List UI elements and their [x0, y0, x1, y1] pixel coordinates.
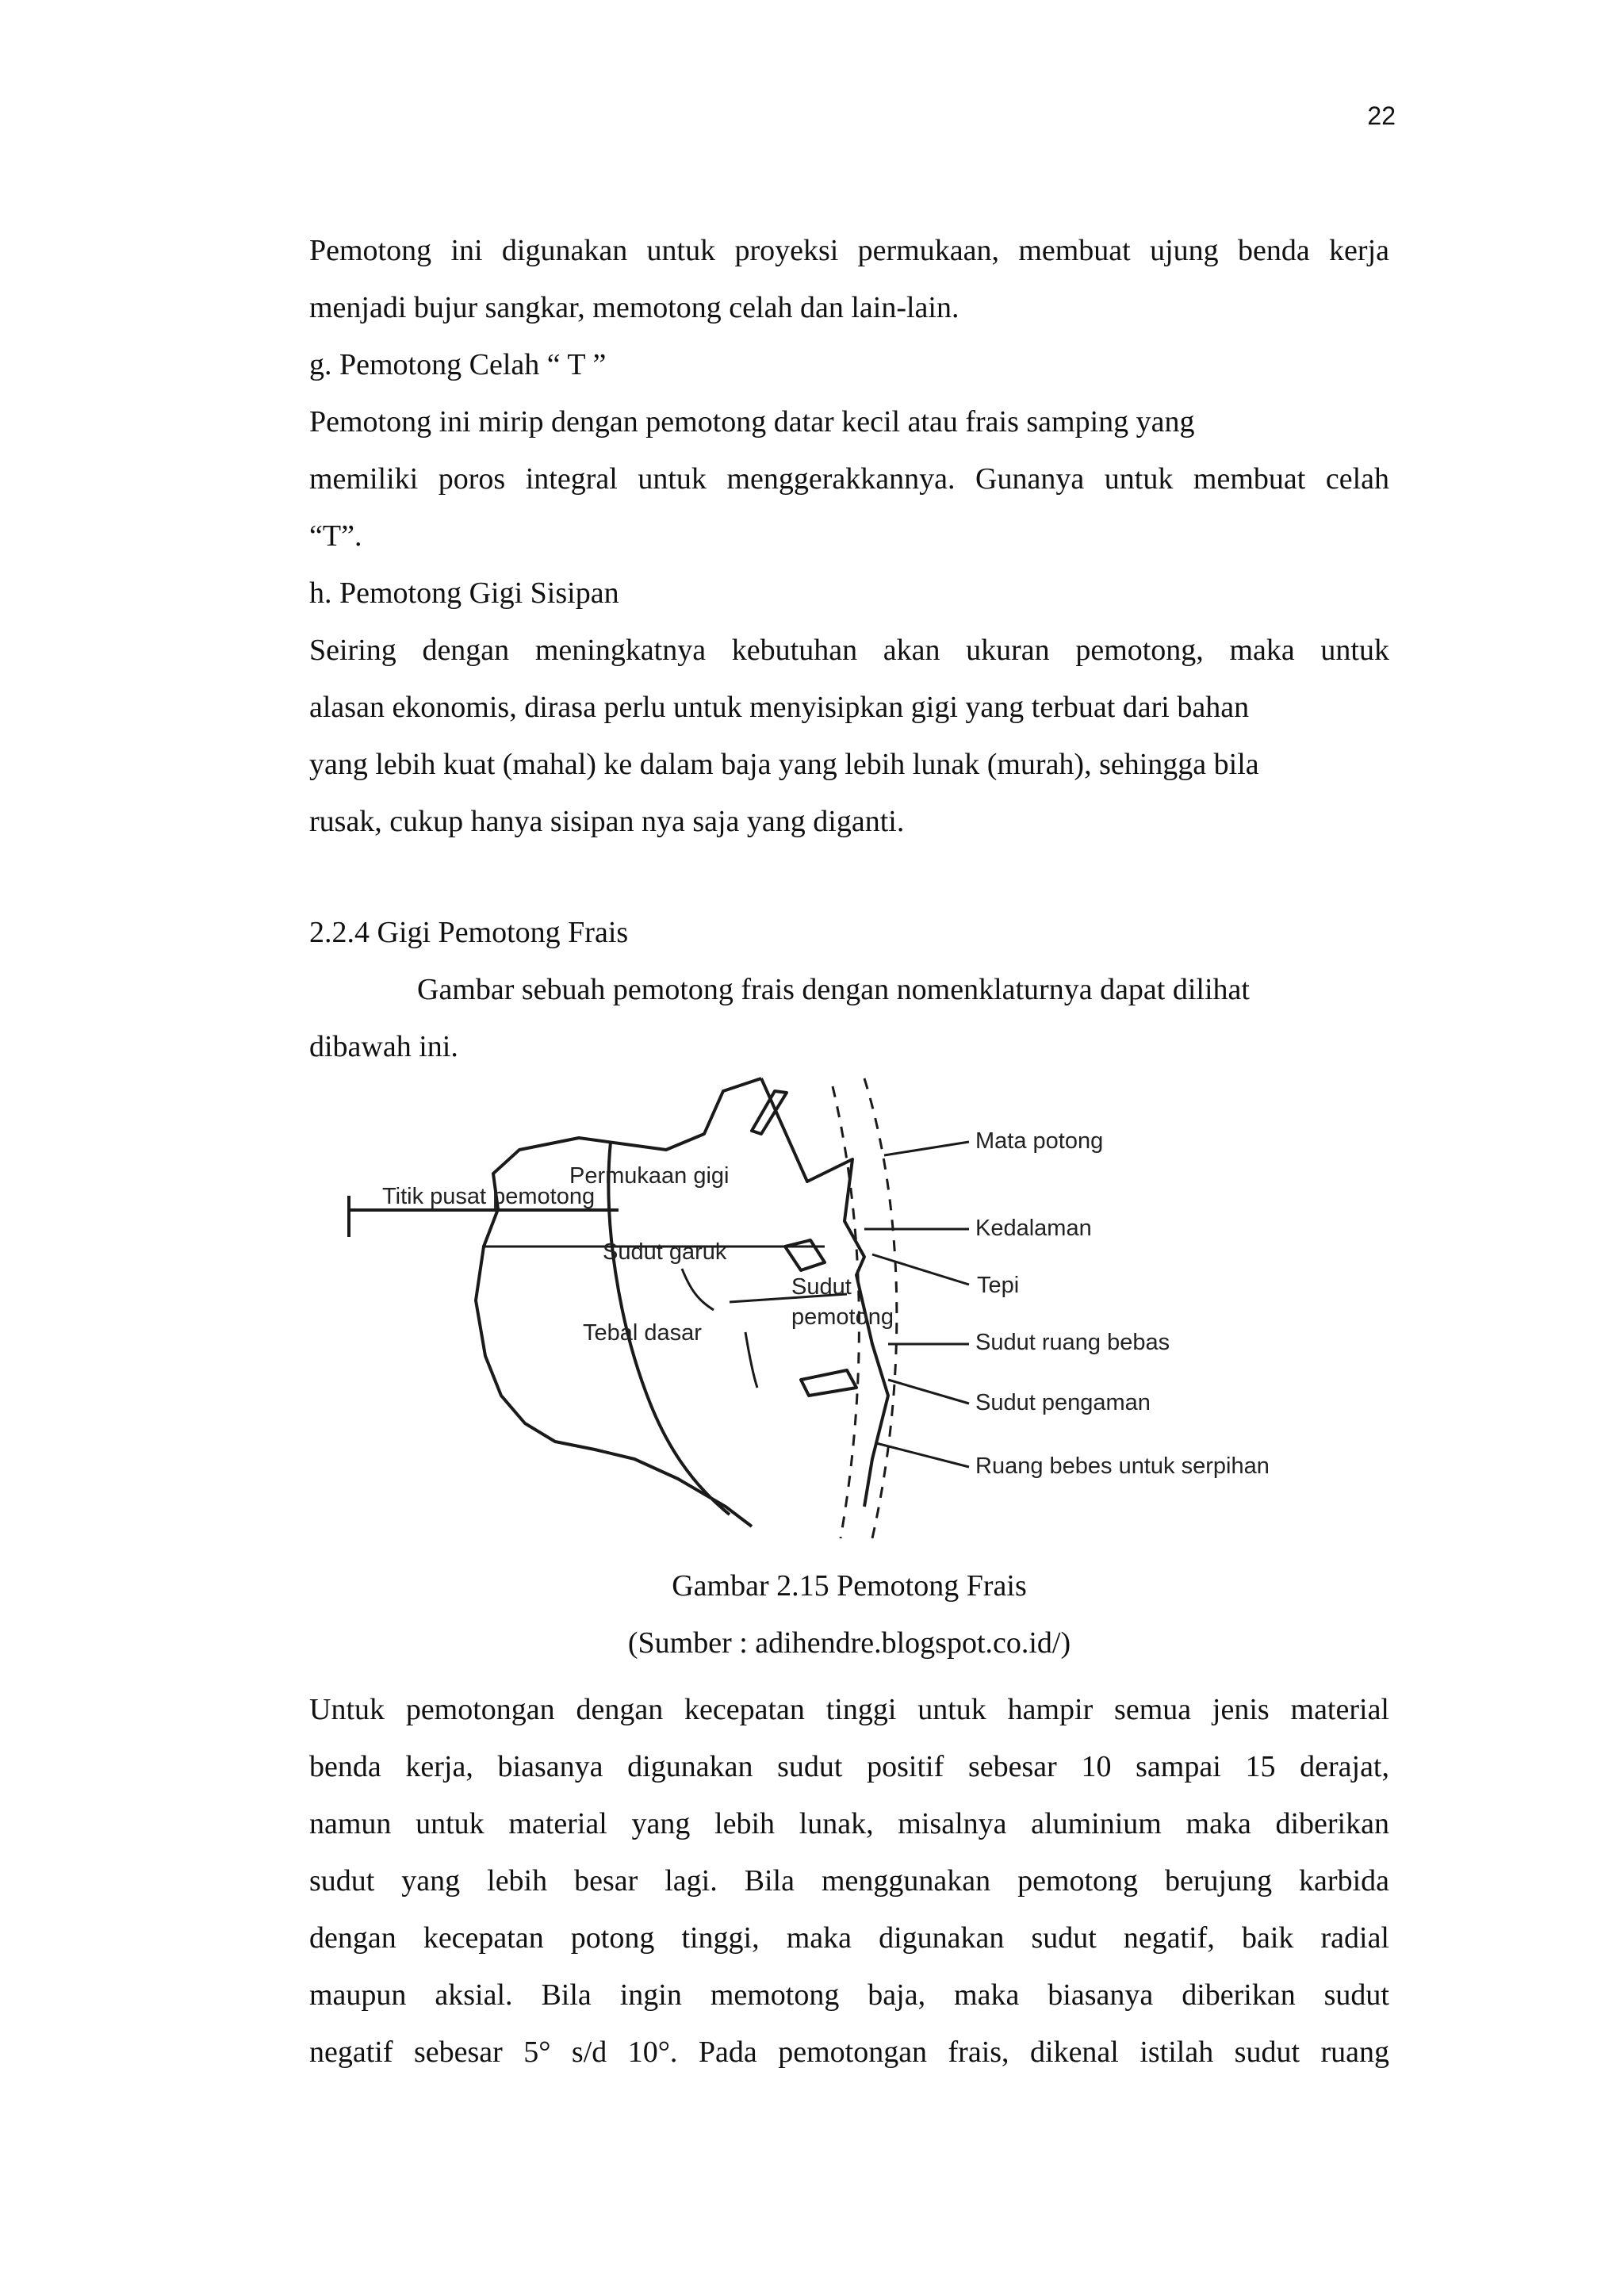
subheading-h: h. Pemotong Gigi Sisipan — [309, 576, 619, 610]
label-kedalaman: Kedalaman — [975, 1216, 1092, 1241]
page-number: 22 — [1367, 101, 1396, 130]
tooth-insert — [801, 1370, 856, 1396]
label-sudut-pengaman: Sudut pengaman — [975, 1390, 1151, 1415]
section-heading: 2.2.4 Gigi Pemotong Frais — [309, 916, 629, 949]
leader-line — [872, 1254, 969, 1285]
section-intro: Gambar sebuah pemotong frais dengan nomenklaturnya dapat dilihat — [417, 973, 1250, 1006]
angle-arc — [745, 1332, 757, 1388]
paragraph-line: benda kerja, biasanya digunakan sudut positif sebesar 10 sampai 15 derajat, — [309, 1750, 1389, 1783]
label-tebal-dasar: Tebal dasar — [583, 1320, 702, 1346]
paragraph-line: menjadi bujur sangkar, memotong celah dan lain-lain. — [309, 291, 959, 324]
section-intro: dibawah ini. — [309, 1030, 458, 1063]
paragraph-line: negatif sebesar 5° s/d 10°. Pada pemotongan frais, dikenal istilah sudut ruang — [309, 2035, 1389, 2069]
paragraph-line: “T”. — [309, 519, 362, 553]
cutter-body-outline — [476, 1078, 761, 1526]
body-text-bottom — [309, 1681, 1389, 2081]
label-pemotong: pemotong — [791, 1304, 894, 1330]
paragraph-line: sudut yang lebih besar lagi. Bila menggunakan pemotong berujung karbida — [309, 1864, 1389, 1898]
tooth-insert — [752, 1091, 787, 1134]
paragraph-line: yang lebih kuat (mahal) ke dalam baja yang lebih lunak (murah), sehingga bila — [309, 748, 1259, 781]
figure-source: (Sumber : adihendre.blogspot.co.id/) — [627, 1626, 1071, 1660]
leader-line — [888, 1380, 969, 1404]
paragraph-line: dengan kecepatan potong tinggi, maka digunakan sudut negatif, baik radial — [309, 1921, 1389, 1955]
label-sudut: Sudut — [791, 1274, 852, 1300]
label-titik-pusat: Titik pusat pemotong — [382, 1184, 596, 1209]
label-mata-potong: Mata potong — [975, 1128, 1104, 1154]
label-sudut-ruang-bebas: Sudut ruang bebas — [975, 1330, 1170, 1355]
paragraph-line: Pemotong ini mirip dengan pemotong datar kecil atau frais samping yang — [309, 405, 1195, 439]
leader-line — [884, 1142, 969, 1155]
paragraph-line: alasan ekonomis, dirasa perlu untuk menyisipkan gigi yang terbuat dari bahan — [309, 691, 1250, 724]
paragraph-line: memiliki poros integral untuk menggerakkannya. Gunanya untuk membuat celah — [309, 462, 1389, 496]
paragraph-line: rusak, cukup hanya sisipan nya saja yang diganti. — [309, 805, 905, 838]
paragraph-line: Pemotong ini digunakan untuk proyeksi permukaan, membuat ujung benda kerja — [309, 234, 1389, 267]
angle-arc — [682, 1269, 714, 1310]
body-text-top — [309, 222, 1389, 850]
tooth-insert — [785, 1240, 825, 1270]
milling-cutter-diagram — [317, 1063, 1396, 1554]
milling-cutter-figure — [317, 1063, 1396, 1554]
leader-line — [876, 1443, 969, 1467]
label-tepi: Tepi — [977, 1273, 1020, 1298]
paragraph-line: namun untuk material yang lebih lunak, misalnya aluminium maka diberikan — [309, 1807, 1389, 1840]
section-2-2-4 — [309, 904, 1389, 1075]
label-ruang-bebas-serpihan: Ruang bebes untuk serpihan — [975, 1453, 1270, 1479]
label-permukaan-gigi: Permukaan gigi — [569, 1163, 730, 1189]
label-sudut-garuk: Sudut garuk — [603, 1239, 727, 1265]
figure-caption: Gambar 2.15 Pemotong Frais — [672, 1569, 1027, 1603]
subheading-g: g. Pemotong Celah “ T ” — [309, 348, 607, 381]
paragraph-line: maupun aksial. Bila ingin memotong baja, maka biasanya diberikan sudut — [309, 1978, 1389, 2012]
paragraph-line: Untuk pemotongan dengan kecepatan tinggi untuk hampir semua jenis material — [309, 1693, 1389, 1726]
paragraph-line: Seiring dengan meningkatnya kebutuhan akan ukuran pemotong, maka untuk — [309, 634, 1389, 667]
